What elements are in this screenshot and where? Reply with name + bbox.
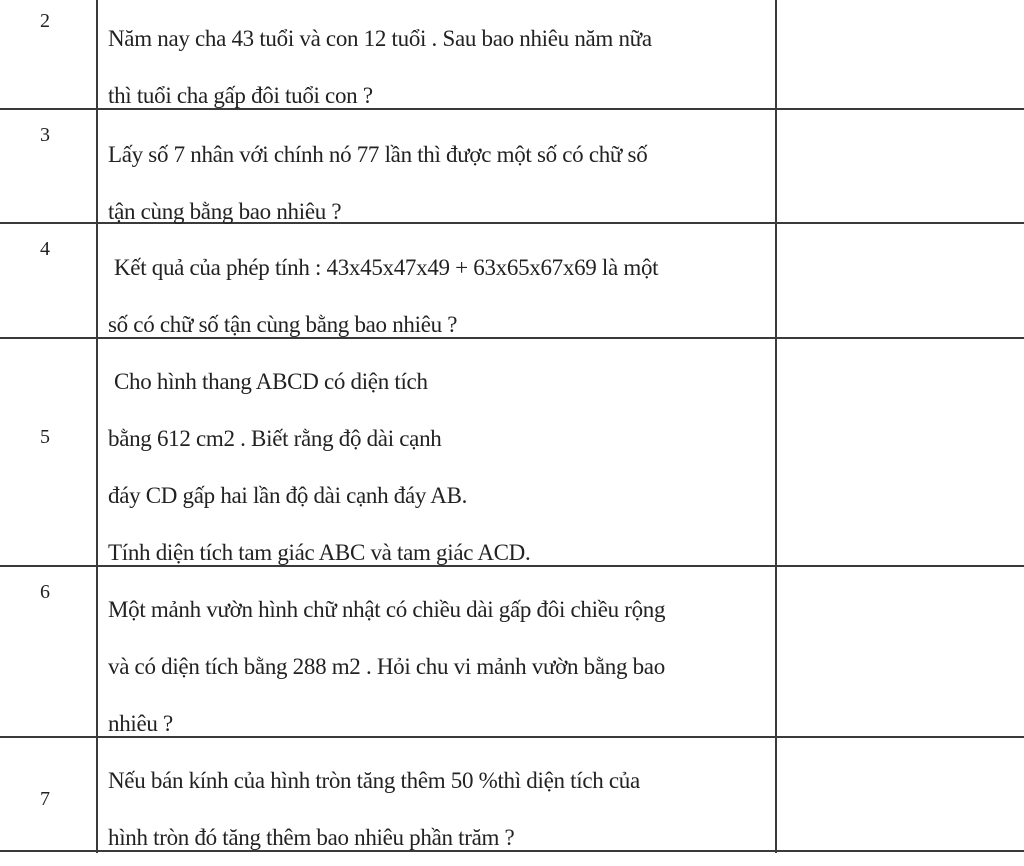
table-row <box>0 738 1024 850</box>
table-row <box>0 110 1024 222</box>
question-text-line: thì tuổi cha gấp đôi tuổi con ? <box>108 83 373 108</box>
table-row <box>0 0 1024 108</box>
question-text-line: Tính diện tích tam giác ABC và tam giác ACD. <box>108 540 531 565</box>
question-text-line: Một mảnh vườn hình chữ nhật có chiều dài gấp đôi chiều rộng <box>108 597 666 622</box>
question-text <box>108 752 768 866</box>
table-row <box>0 224 1024 337</box>
table-row <box>0 339 1024 565</box>
question-text <box>108 581 768 752</box>
question-text-line: Năm nay cha 43 tuổi và con 12 tuổi . Sau bao nhiêu năm nữa <box>108 26 652 51</box>
question-text <box>108 10 768 124</box>
question-text-line: Kết quả của phép tính : 43x45x47x49 + 63x65x67x69 là một <box>114 255 659 280</box>
question-text-line: Cho hình thang ABCD có diện tích <box>114 369 428 394</box>
question-text-line: số có chữ số tận cùng bằng bao nhiêu ? <box>108 312 458 337</box>
question-text <box>108 126 768 240</box>
question-text-line: hình tròn đó tăng thêm bao nhiêu phần trăm ? <box>108 825 515 850</box>
question-text-line: Lấy số 7 nhân với chính nó 77 lần thì được một số có chữ số <box>108 142 648 167</box>
question-text-line: và có diện tích bằng 288 m2 . Hỏi chu vi mảnh vườn bằng bao <box>108 654 665 679</box>
question-text-line: đáy CD gấp hai lần độ dài cạnh đáy AB. <box>108 483 468 508</box>
question-number: 6 <box>40 581 50 603</box>
table-row <box>0 567 1024 736</box>
question-text-line: nhiêu ? <box>108 711 173 736</box>
question-text <box>108 353 768 581</box>
question-text <box>108 239 768 353</box>
question-text-line: tận cùng bằng bao nhiêu ? <box>108 199 342 224</box>
question-number: 2 <box>40 10 50 32</box>
question-number: 4 <box>40 238 50 260</box>
question-number: 3 <box>40 124 50 146</box>
question-number: 7 <box>40 788 50 810</box>
question-number: 5 <box>40 426 50 448</box>
question-text-line: bằng 612 cm2 . Biết rằng độ dài cạnh <box>108 426 442 451</box>
question-text-line: Nếu bán kính của hình tròn tăng thêm 50 %thì diện tích của <box>108 768 640 793</box>
